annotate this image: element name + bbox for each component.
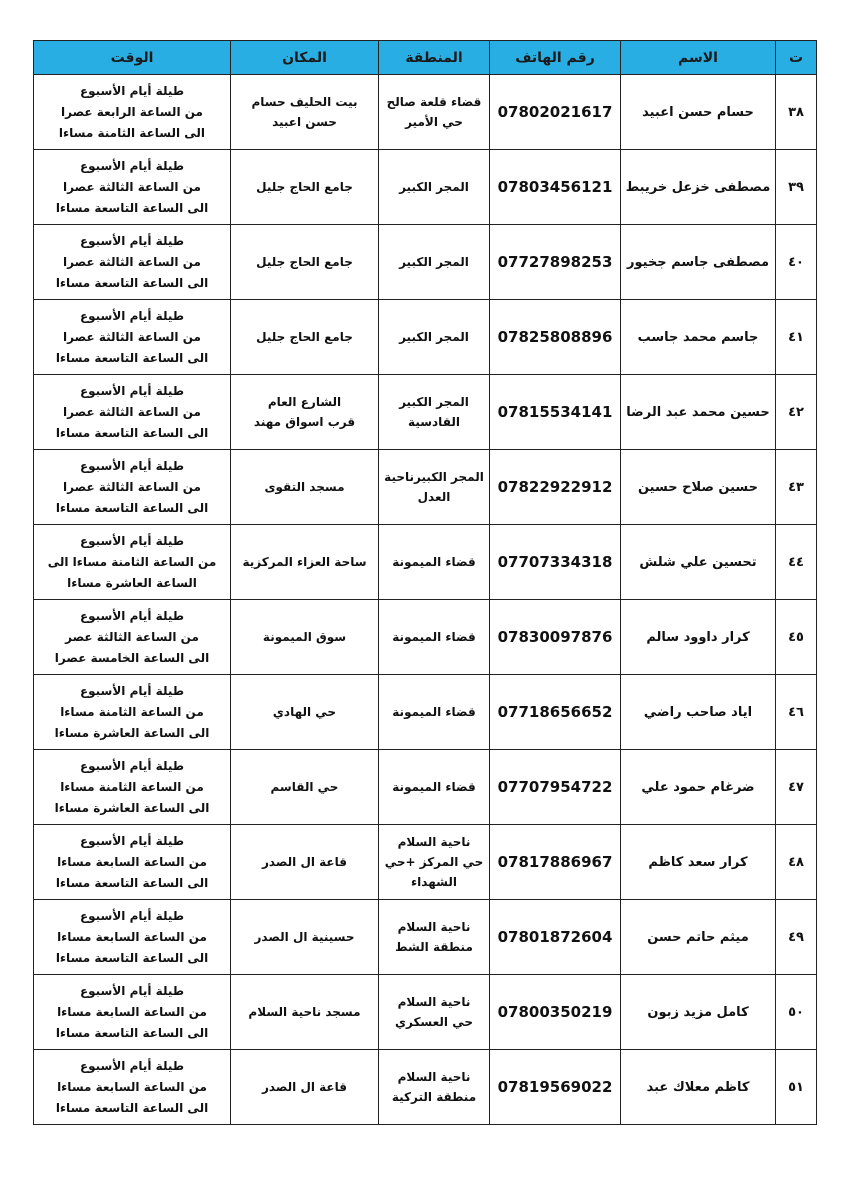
time-line: من الساعة الثالثة عصرا [63,329,201,344]
time-line: من الساعة الثامنة مساءا [60,704,204,719]
person-name: حسين محمد عبد الرضا [621,375,776,450]
place-cell [231,825,379,900]
area-cell [379,975,490,1050]
area-cell [379,75,490,150]
person-name: كامل مزيد زبون [621,975,776,1050]
place-line: حسينية ال الصدر [254,930,355,944]
time-line: الى الساعة التاسعة مساءا [55,1100,209,1115]
time-line: طيلة أيام الأسبوع [79,383,185,398]
area-line: ناحية السلام [397,920,471,934]
person-name: مصطفى جاسم جخيور [621,225,776,300]
phone-number: 07802021617 [490,75,621,150]
place-line: جامع الحاج جليل [256,180,353,194]
place-line: قاعة ال الصدر [261,855,347,869]
time-line: طيلة أيام الأسبوع [79,458,185,473]
place-line: قاعة ال الصدر [261,1080,347,1094]
time-line: من الساعة الثالثة عصرا [63,254,201,269]
area-line: المجر الكبير [399,330,469,344]
table-row [34,975,817,1050]
time-cell [34,1050,231,1125]
table-row [34,150,817,225]
time-line: الى الساعة التاسعة مساءا [55,950,209,965]
row-number: ٤٢ [776,375,817,450]
time-cell [34,150,231,225]
time-line: من الساعة الثالثة عصر [65,629,199,644]
phone-number: 07815534141 [490,375,621,450]
time-line: طيلة أيام الأسبوع [79,308,185,323]
time-line: الى الساعة التاسعة مساءا [55,500,209,515]
place-cell [231,300,379,375]
area-line: قضاء الميمونة [392,705,476,719]
area-line: المجر الكبير [399,395,469,409]
phone-number: 07800350219 [490,975,621,1050]
person-name: ضرغام حمود علي [621,750,776,825]
table-row [34,900,817,975]
row-number: ٤٧ [776,750,817,825]
time-cell [34,675,231,750]
table-row [34,225,817,300]
roster-table [33,40,817,1125]
phone-number: 07718656652 [490,675,621,750]
time-line: من الساعة السابعة مساءا [57,929,207,944]
person-name: كرار سعد كاظم [621,825,776,900]
time-line: طيلة أيام الأسبوع [79,608,185,623]
place-cell [231,225,379,300]
area-line: القادسية [408,415,460,429]
area-line: حي العسكري [394,1015,473,1029]
area-cell [379,750,490,825]
row-number: ٤٦ [776,675,817,750]
row-number: ٤٨ [776,825,817,900]
time-cell [34,375,231,450]
person-name: ميثم حاتم حسن [621,900,776,975]
place-cell [231,900,379,975]
area-cell [379,600,490,675]
row-number: ٥١ [776,1050,817,1125]
time-line: طيلة أيام الأسبوع [79,533,185,548]
time-line: طيلة أيام الأسبوع [79,983,185,998]
place-line: مسجد ناحية السلام [248,1005,361,1019]
area-line: قضاء قلعة صالح [386,95,482,109]
place-line: حي القاسم [270,780,339,794]
time-line: من الساعة الثالثة عصرا [63,179,201,194]
area-cell [379,1050,490,1125]
area-cell [379,450,490,525]
row-number: ٤٤ [776,525,817,600]
table-row [34,675,817,750]
area-cell [379,900,490,975]
header-name: الاسم [621,41,776,75]
time-line: الى الساعة التاسعة مساءا [55,1025,209,1040]
time-line: الساعة العاشرة مساءا [67,575,197,590]
time-line: الى الساعة التاسعة مساءا [55,425,209,440]
header-row [34,41,817,75]
time-line: من الساعة السابعة مساءا [57,1004,207,1019]
time-line: الى الساعة الثامنة مساءا [58,125,206,140]
row-number: ٤٠ [776,225,817,300]
row-number: ٤٥ [776,600,817,675]
area-cell [379,300,490,375]
row-number: ٣٨ [776,75,817,150]
area-line: منطقة التركية [391,1090,477,1104]
table-row [34,1050,817,1125]
place-line: مسجد التقوى [264,480,345,494]
time-cell [34,450,231,525]
time-line: طيلة أيام الأسبوع [79,1058,185,1073]
time-line: من الساعة السابعة مساءا [57,854,207,869]
time-line: الى الساعة التاسعة مساءا [55,875,209,890]
place-line: سوق الميمونة [262,630,347,644]
place-cell [231,600,379,675]
person-name: مصطفى خزعل خريبط [621,150,776,225]
place-cell [231,75,379,150]
person-name: تحسين علي شلش [621,525,776,600]
time-line: طيلة أيام الأسبوع [79,158,185,173]
header-area: المنطقة [379,41,490,75]
area-cell [379,375,490,450]
phone-number: 07825808896 [490,300,621,375]
header-num: ت [776,41,817,75]
place-line: بيت الحليف حسام [251,95,358,109]
time-cell [34,300,231,375]
area-cell [379,825,490,900]
time-line: طيلة أيام الأسبوع [79,908,185,923]
time-line: الى الساعة التاسعة مساءا [55,350,209,365]
place-cell [231,750,379,825]
place-line: حسن اعبيد [272,115,337,129]
place-line: ساحة العزاء المركزية [242,555,367,569]
phone-number: 07801872604 [490,900,621,975]
time-line: من الساعة الثامنة مساءا [60,779,204,794]
area-line: المجر الكبير [399,255,469,269]
place-cell [231,525,379,600]
place-line: جامع الحاج جليل [256,255,353,269]
area-line: الشهداء [411,875,457,889]
area-cell [379,225,490,300]
row-number: ٤١ [776,300,817,375]
place-cell [231,975,379,1050]
place-line: الشارع العام [267,395,342,409]
phone-number: 07817886967 [490,825,621,900]
area-line: قضاء الميمونة [392,780,476,794]
area-line: حي الأمير [405,115,463,129]
table-row [34,750,817,825]
place-cell [231,450,379,525]
row-number: ٣٩ [776,150,817,225]
place-line: قرب اسواق مهند [253,415,356,429]
time-line: الى الساعة العاشرة مساءا [54,725,210,740]
place-cell [231,675,379,750]
table-row [34,375,817,450]
phone-number: 07822922912 [490,450,621,525]
place-cell [231,375,379,450]
table-row [34,525,817,600]
time-line: طيلة أيام الأسبوع [79,233,185,248]
table-row [34,300,817,375]
place-cell [231,150,379,225]
time-cell [34,600,231,675]
time-cell [34,900,231,975]
time-line: من الساعة الثالثة عصرا [63,404,201,419]
row-number: ٤٣ [776,450,817,525]
area-line: حي المركز +حي [384,855,484,869]
table-row [34,825,817,900]
time-line: من الساعة الثامنة مساءا الى [47,554,217,569]
area-line: قضاء الميمونة [392,630,476,644]
area-line: العدل [417,490,451,504]
person-name: حسام حسن اعبيد [621,75,776,150]
header-time: الوقت [34,41,231,75]
phone-number: 07803456121 [490,150,621,225]
time-line: من الساعة السابعة مساءا [57,1079,207,1094]
time-cell [34,525,231,600]
phone-number: 07830097876 [490,600,621,675]
area-line: المجر الكبيرناحية [384,470,484,484]
time-line: الى الساعة العاشرة مساءا [54,800,210,815]
header-place: المكان [231,41,379,75]
row-number: ٥٠ [776,975,817,1050]
phone-number: 07727898253 [490,225,621,300]
area-line: قضاء الميمونة [392,555,476,569]
person-name: جاسم محمد جاسب [621,300,776,375]
time-line: طيلة أيام الأسبوع [79,683,185,698]
time-cell [34,975,231,1050]
time-cell [34,225,231,300]
time-line: الى الساعة التاسعة مساءا [55,200,209,215]
time-line: من الساعة الرابعة عصرا [61,104,203,119]
area-cell [379,525,490,600]
person-name: كرار داوود سالم [621,600,776,675]
time-line: طيلة أيام الأسبوع [79,83,185,98]
table-row [34,75,817,150]
area-line: المجر الكبير [399,180,469,194]
time-cell [34,825,231,900]
area-line: ناحية السلام [397,995,471,1009]
table-row [34,600,817,675]
roster-sheet [33,40,816,1125]
area-line: ناحية السلام [397,835,471,849]
time-line: الى الساعة التاسعة مساءا [55,275,209,290]
person-name: كاظم معلاك عبد [621,1050,776,1125]
time-cell [34,750,231,825]
phone-number: 07707334318 [490,525,621,600]
phone-number: 07819569022 [490,1050,621,1125]
area-cell [379,675,490,750]
place-line: حي الهادي [272,705,337,719]
time-line: طيلة أيام الأسبوع [79,758,185,773]
area-cell [379,150,490,225]
header-phone: رقم الهاتف [490,41,621,75]
row-number: ٤٩ [776,900,817,975]
roster-body [34,75,817,1125]
area-line: منطقة الشط [395,940,473,954]
time-line: طيلة أيام الأسبوع [79,833,185,848]
person-name: اياد صاحب راضي [621,675,776,750]
place-line: جامع الحاج جليل [256,330,353,344]
time-line: من الساعة الثالثة عصرا [63,479,201,494]
area-line: ناحية السلام [397,1070,471,1084]
phone-number: 07707954722 [490,750,621,825]
time-line: الى الساعة الخامسة عصرا [54,650,210,665]
place-cell [231,1050,379,1125]
table-row [34,450,817,525]
time-cell [34,75,231,150]
person-name: حسين صلاح حسين [621,450,776,525]
